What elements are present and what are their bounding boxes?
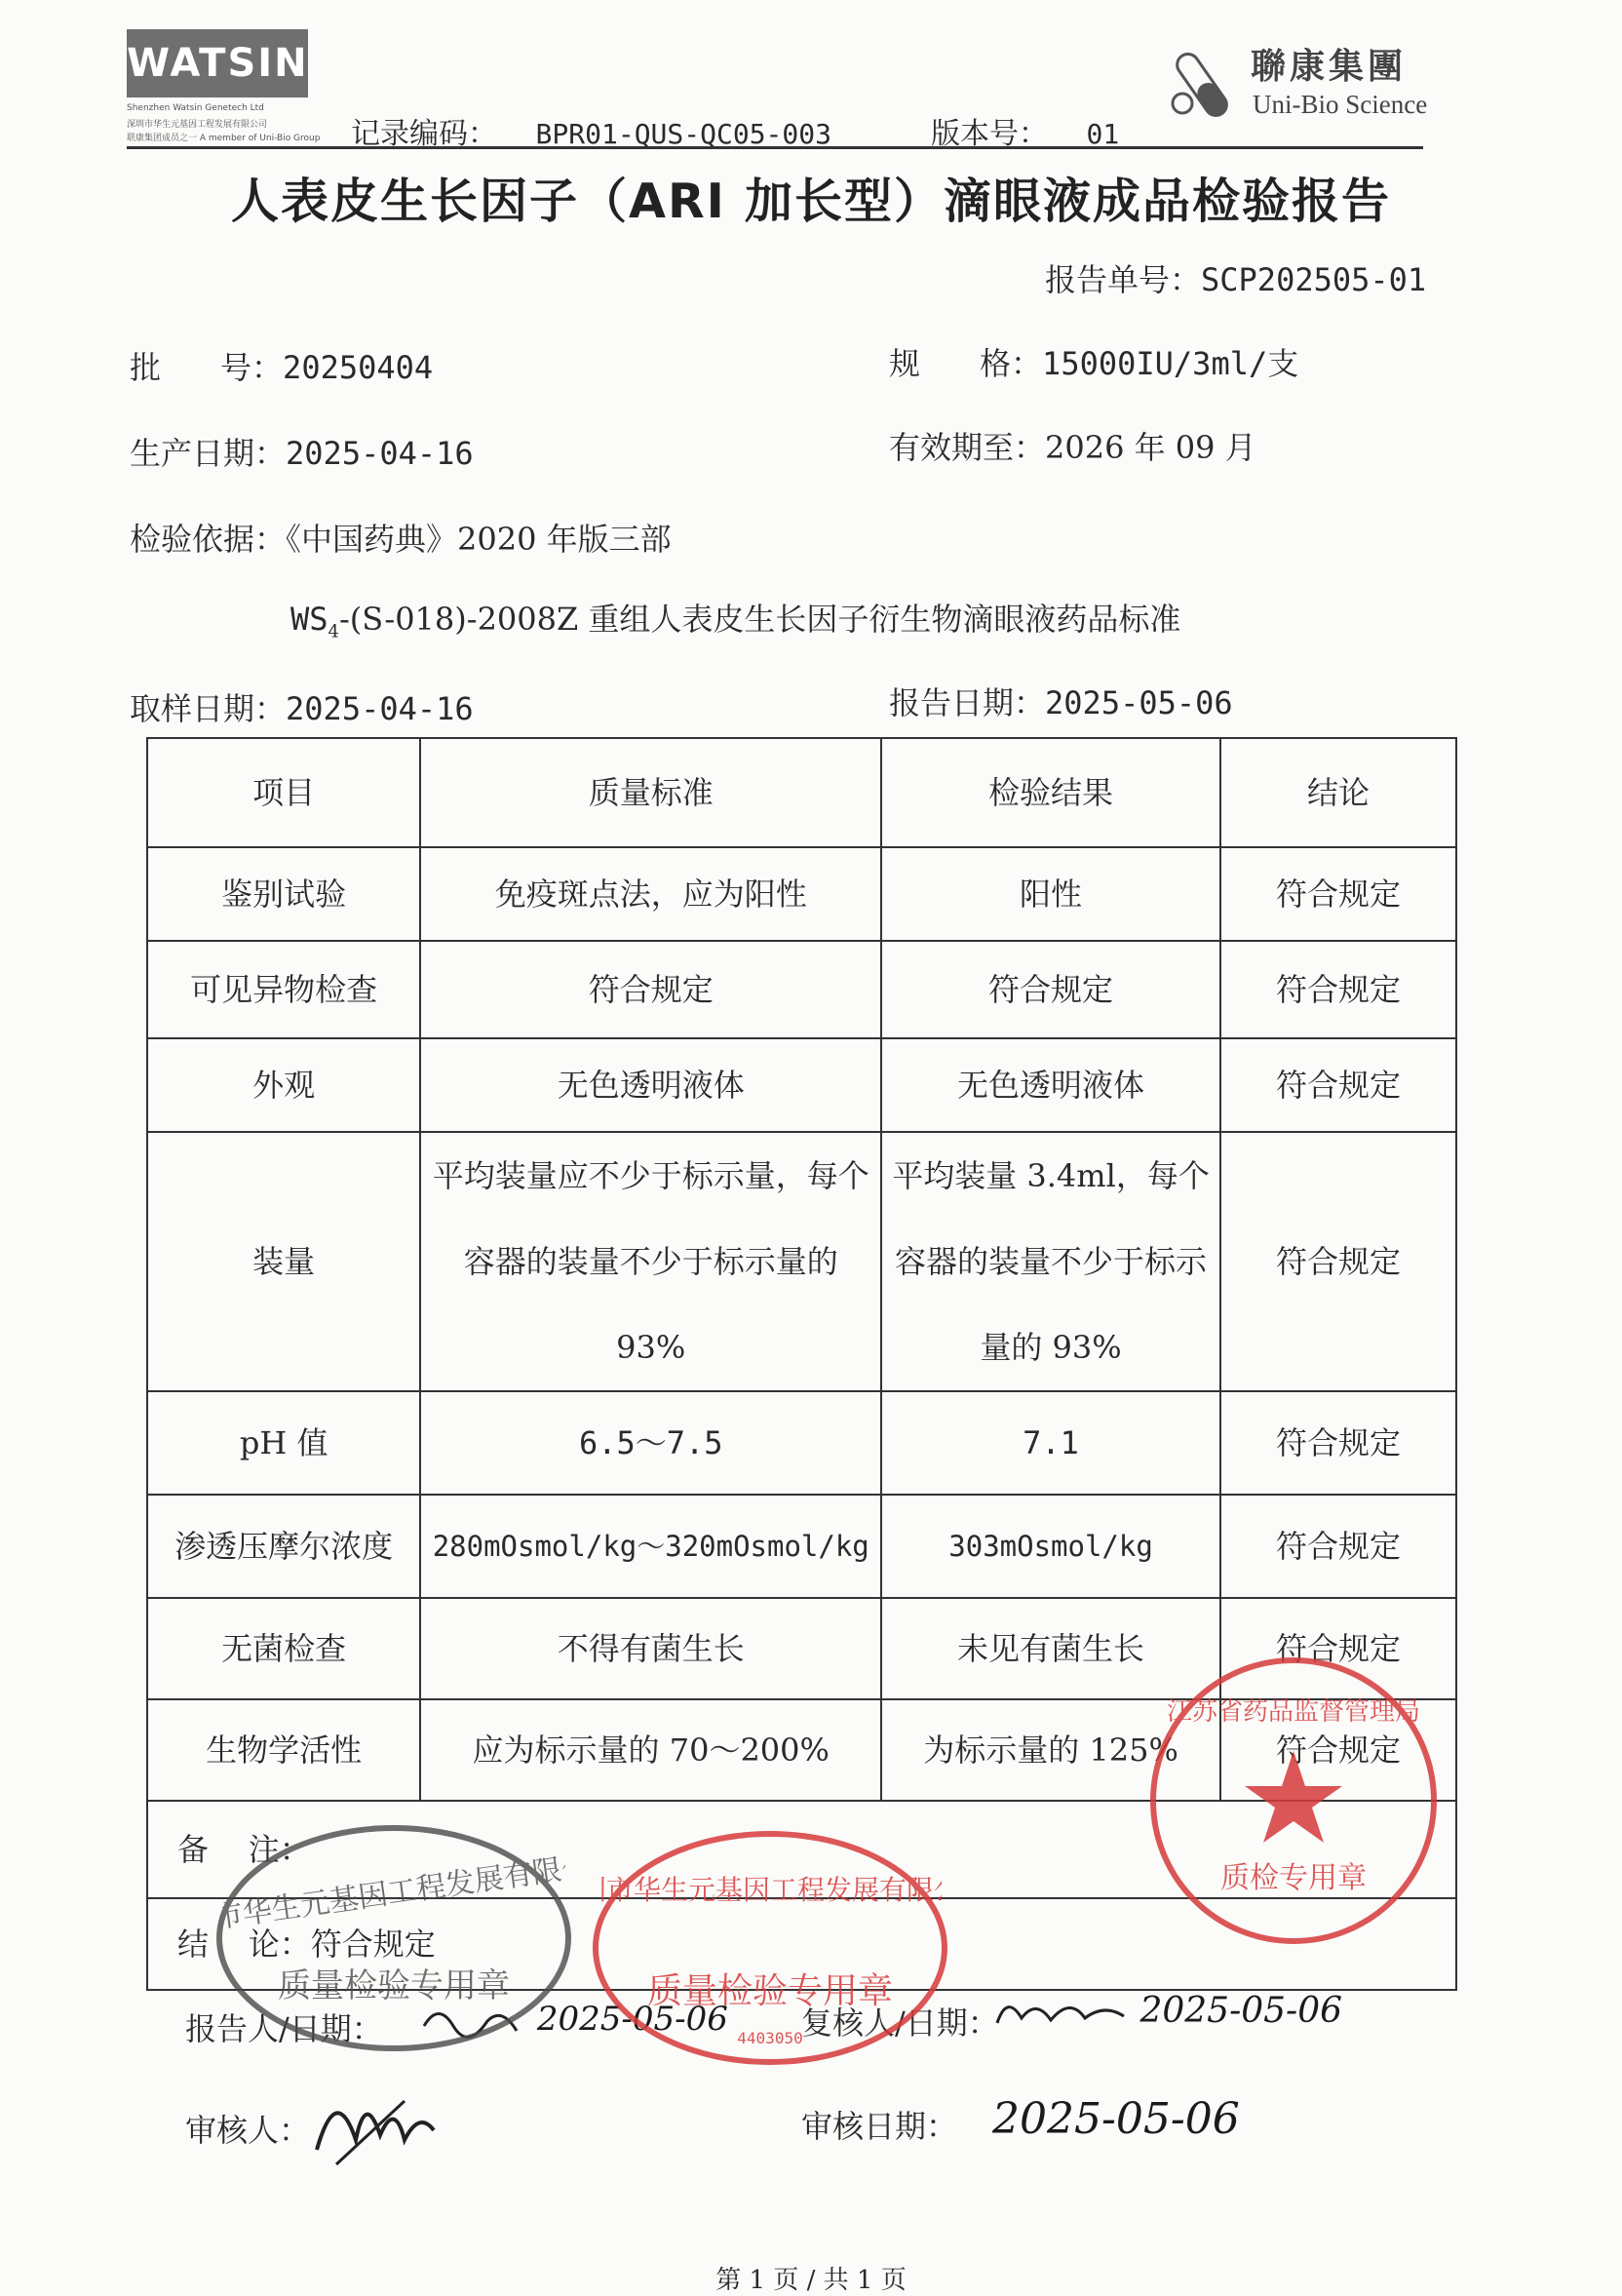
unibio-name-en: Uni-Bio Science <box>1253 90 1428 119</box>
round-stamp-sub: 质检专用章 <box>1220 1861 1367 1895</box>
spec-value: 15000IU/3ml/支 <box>1042 345 1299 382</box>
gray-stamp-company: 深圳市华生元基因工程发展有限公司 <box>222 1845 565 1944</box>
gray-stamp-text <box>222 1831 565 2045</box>
basis-field <box>130 515 672 560</box>
row-conclusion: 符合规定 <box>1220 1495 1456 1598</box>
approve-date-field <box>801 2102 957 2147</box>
table-row <box>147 1132 1456 1391</box>
report-date-label: 报告日期： <box>889 684 1046 721</box>
row-result: 7.1 <box>881 1391 1220 1495</box>
row-result: 阳性 <box>881 847 1220 941</box>
report-date-field <box>889 679 1233 723</box>
row-item: 外观 <box>147 1038 420 1132</box>
expiry-field <box>889 423 1256 468</box>
version-value: 01 <box>1086 118 1120 150</box>
spec-label: 规 格： <box>889 345 1043 382</box>
row-item: 装量 <box>147 1132 420 1391</box>
version-label: 版本号： <box>931 117 1048 151</box>
sample-date-label: 取样日期： <box>130 690 287 727</box>
conclusion-label: 结 论： <box>177 1926 311 1963</box>
table-row <box>147 1391 1456 1495</box>
company-name-cn: 深圳市华生元基因工程发展有限公司 <box>127 120 268 130</box>
sample-date-field <box>130 684 474 729</box>
approver-signature <box>307 2072 444 2179</box>
approver-label: 审核人： <box>185 2112 311 2149</box>
header-standard: 质量标准 <box>420 738 881 847</box>
red-stamp-sub: 质量检验专用章 <box>646 1971 894 2011</box>
red-stamp-number: 4403050 <box>737 2029 803 2047</box>
row-conclusion: 符合规定 <box>1220 1391 1456 1495</box>
batch-label: 批 号： <box>130 349 284 386</box>
approve-date: 2025-05-06 <box>992 2094 1240 2144</box>
approve-date-label: 审核日期： <box>801 2108 958 2145</box>
record-code-value: BPR01-QUS-QC05-003 <box>535 118 831 150</box>
row-result: 为标示量的 125% <box>881 1699 1220 1801</box>
reporter-label: 报告人/日期： <box>185 2010 383 2047</box>
basis-line-1: 《中国药典》2020 年版三部 <box>286 521 672 558</box>
table-row <box>147 847 1456 941</box>
row-standard: 免疫斑点法，应为阳性 <box>420 847 881 941</box>
row-standard: 6.5～7.5 <box>420 1391 881 1495</box>
watsin-logo <box>127 29 321 148</box>
report-title: 人表皮生长因子（ARI 加长型）滴眼液成品检验报告 <box>231 174 1391 229</box>
row-result: 平均装量 3.4ml，每个容器的装量不少于标示量的 93% <box>881 1132 1220 1391</box>
prod-date-value: 2025-04-16 <box>286 435 474 472</box>
approver-field <box>185 2106 310 2151</box>
row-result: 未见有菌生长 <box>881 1598 1220 1699</box>
company-name-en: Shenzhen Watsin Genetech Ltd <box>127 103 264 113</box>
prod-date-field <box>130 429 474 474</box>
row-item: 渗透压摩尔浓度 <box>147 1495 420 1598</box>
reviewer-signature <box>992 1989 1342 2038</box>
row-conclusion: 符合规定 <box>1220 941 1456 1038</box>
round-stamp-org: 江苏省药品监督管理局 <box>1166 1697 1421 1727</box>
round-stamp-text <box>1156 1663 1431 1938</box>
table-row <box>147 1038 1456 1132</box>
row-conclusion: 符合规定 <box>1220 1598 1456 1699</box>
row-result: 无色透明液体 <box>881 1038 1220 1132</box>
row-standard: 应为标示量的 70～200% <box>420 1699 881 1801</box>
row-item: pH 值 <box>147 1391 420 1495</box>
expiry-value: 2026 年 09 月 <box>1045 429 1256 466</box>
reviewer-date: 2025-05-06 <box>1139 1991 1343 2031</box>
row-standard: 无色透明液体 <box>420 1038 881 1132</box>
table-header-row <box>147 738 1456 847</box>
company-group-note: 联康集团成员之一 A member of Uni-Bio Group <box>127 134 321 143</box>
row-standard: 符合规定 <box>420 941 881 1038</box>
watsin-logo-mark: WATSIN <box>127 29 308 97</box>
basis-ws-sub: 4 <box>328 621 339 642</box>
red-stamp-text <box>599 1837 942 2059</box>
gray-stamp-sub: 质量检验专用章 <box>278 1966 510 2005</box>
row-standard: 280mOsmol/kg～320mOsmol/kg <box>420 1495 881 1598</box>
unibio-logo <box>1165 37 1428 135</box>
table-row <box>147 941 1456 1038</box>
row-result: 符合规定 <box>881 941 1220 1038</box>
row-item: 生物学活性 <box>147 1699 420 1801</box>
header-divider <box>127 146 1423 149</box>
basis-label: 检验依据： <box>130 521 287 558</box>
conclusion-value: 符合规定 <box>310 1926 436 1963</box>
batch-field <box>130 343 433 388</box>
row-item: 鉴别试验 <box>147 847 420 941</box>
row-conclusion: 符合规定 <box>1220 847 1456 941</box>
reviewer-label: 复核人/日期： <box>801 2004 999 2042</box>
row-standard: 平均装量应不少于标示量，每个容器的装量不少于标示量的93% <box>420 1132 881 1391</box>
basis-ws: WS <box>290 601 328 638</box>
reporter-date: 2025-05-06 <box>536 2000 728 2039</box>
red-stamp-company: 市华生元基因工程发展有限 <box>605 1874 935 1906</box>
capsule-logo-icon <box>1165 45 1243 128</box>
report-number: 报告单号：SCP202505-01 <box>1045 261 1427 298</box>
red-round-stamp <box>1150 1657 1437 1944</box>
reviewer-signature-mark <box>992 1989 1129 2038</box>
record-code-label: 记录编码： <box>351 117 497 151</box>
unibio-name-cn: 聯康集團 <box>1251 47 1408 87</box>
report-date-value: 2025-05-06 <box>1045 684 1233 721</box>
header-result: 检验结果 <box>881 738 1220 847</box>
remark-label: 备 注： <box>147 1801 1456 1898</box>
basis-line-2-text: -(S-018)-2008Z 重组人表皮生长因子衍生物滴眼液药品标准 <box>338 601 1181 638</box>
gray-company-stamp <box>216 1825 571 2051</box>
prod-date-label: 生产日期： <box>130 435 287 472</box>
header-conclusion: 结论 <box>1220 738 1456 847</box>
spec-field <box>889 339 1298 384</box>
row-standard: 不得有菌生长 <box>420 1598 881 1699</box>
row-result: 303mOsmol/kg <box>881 1495 1220 1598</box>
row-item: 无菌检查 <box>147 1598 420 1699</box>
sample-date-value: 2025-04-16 <box>286 690 474 727</box>
page-footer: 第 1 页 / 共 1 页 <box>715 2266 907 2295</box>
expiry-label: 有效期至： <box>889 429 1046 466</box>
header-item: 项目 <box>147 738 420 847</box>
row-conclusion: 符合规定 <box>1220 1699 1456 1801</box>
basis-line-2 <box>290 595 1180 642</box>
row-item: 可见异物检查 <box>147 941 420 1038</box>
table-row <box>147 1495 1456 1598</box>
star-icon <box>1245 1751 1342 1843</box>
row-conclusion: 符合规定 <box>1220 1038 1456 1132</box>
row-conclusion: 符合规定 <box>1220 1132 1456 1391</box>
red-company-stamp <box>593 1831 947 2065</box>
batch-value: 20250404 <box>283 349 434 386</box>
